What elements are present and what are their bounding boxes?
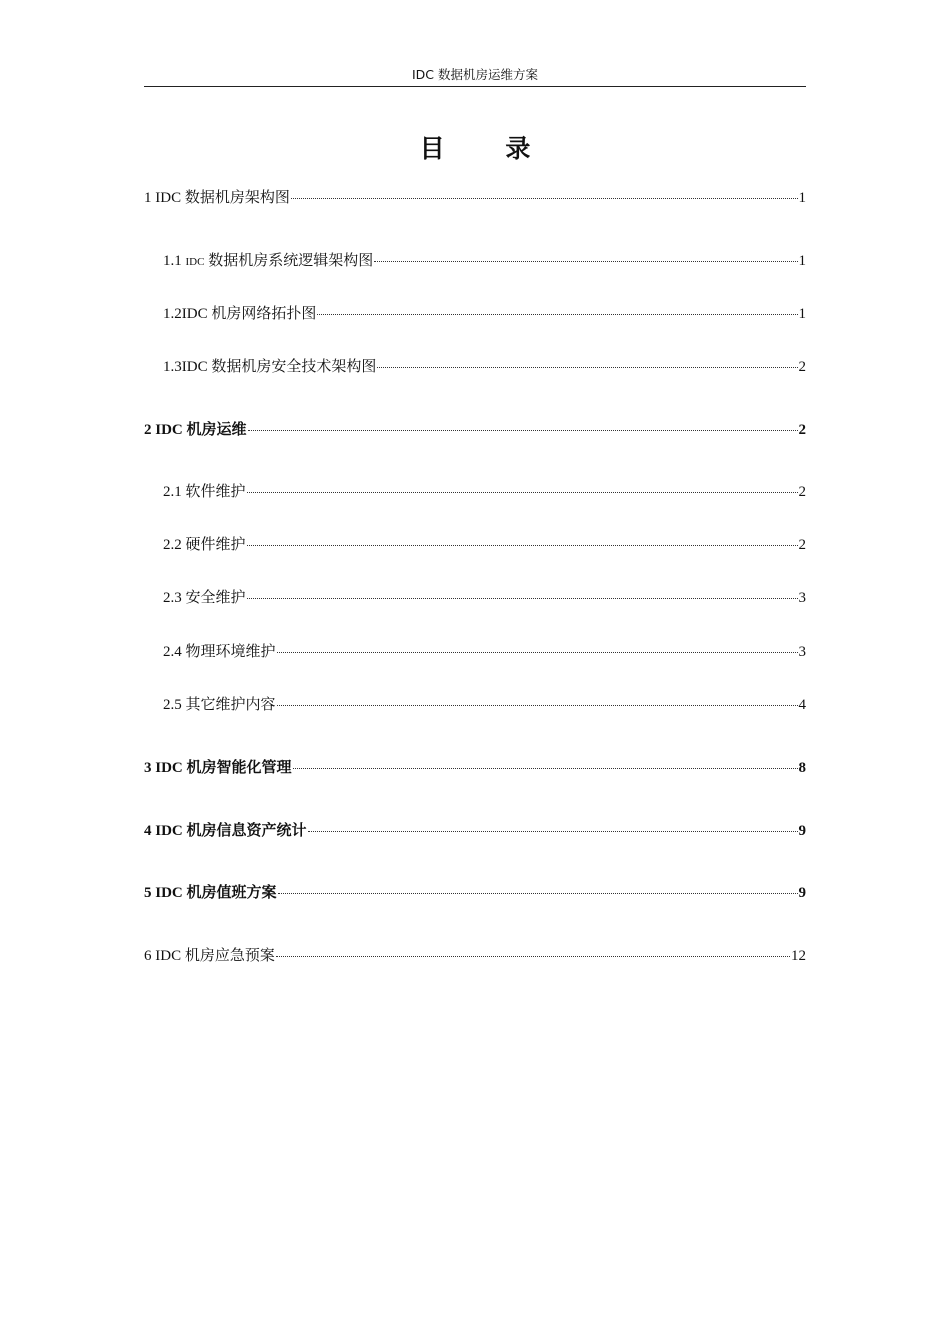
toc-page-number: 9: [798, 885, 806, 901]
toc-entry-4[interactable]: [144, 821, 806, 841]
header-text: IDC 数据机房运维方案: [411, 67, 538, 82]
toc-entry-label: 1 IDC 数据机房架构图: [144, 190, 290, 206]
toc-entry-label: 6 IDC 机房应急预案: [144, 948, 275, 964]
toc-entry-label: 2.1 软件维护: [163, 484, 246, 500]
toc-entry-label: 5 IDC 机房值班方案: [144, 885, 277, 901]
toc-entry-label: 2.3 安全维护: [163, 590, 246, 606]
toc-entry-2-4[interactable]: [163, 642, 806, 662]
toc-leader-dots: [308, 831, 798, 832]
toc-page-number: 8: [798, 760, 806, 776]
toc-leader-dots: [293, 768, 798, 769]
toc-page-number: 2: [798, 359, 806, 375]
toc-entry-label: 2.5 其它维护内容: [163, 697, 276, 713]
toc-leader-dots: [291, 198, 798, 199]
toc-leader-dots: [247, 492, 798, 493]
toc-entry-label: 2.4 物理环境维护: [163, 644, 276, 660]
toc-page-number: 1: [798, 306, 806, 322]
toc-entry-2[interactable]: [144, 420, 806, 440]
toc-page-number: 1: [798, 190, 806, 206]
toc-page-number: 2: [798, 422, 806, 438]
toc-leader-dots: [374, 261, 797, 262]
toc-entry-label: 1.1 IDC 数据机房系统逻辑架构图: [163, 253, 374, 269]
toc-leader-dots: [317, 314, 797, 315]
toc-leader-dots: [377, 367, 797, 368]
toc-leader-dots: [276, 956, 790, 957]
toc-leader-dots: [277, 705, 798, 706]
toc-entry-6[interactable]: [144, 946, 806, 966]
toc-page-number: 2: [798, 484, 806, 500]
toc-leader-dots: [278, 893, 798, 894]
toc-page-number: 4: [798, 697, 806, 713]
toc-page-number: 12: [791, 948, 806, 964]
toc-entry-2-3[interactable]: [163, 588, 806, 608]
toc-entry-label: 3 IDC 机房智能化管理: [144, 760, 292, 776]
toc-title: 目 录: [419, 134, 557, 163]
toc-leader-dots: [247, 545, 798, 546]
toc-entry-label: 2.2 硬件维护: [163, 537, 246, 553]
toc-entry-label: 1.2IDC 机房网络拓扑图: [163, 306, 317, 322]
toc-page-number: 1: [798, 253, 806, 269]
toc-leader-dots: [248, 430, 798, 431]
toc-page-number: 9: [798, 823, 806, 839]
toc-entry-2-2[interactable]: [163, 535, 806, 555]
toc-entry-2-5[interactable]: [163, 695, 806, 715]
toc-leader-dots: [247, 598, 798, 599]
toc-leader-dots: [277, 652, 798, 653]
toc-entry-5[interactable]: [144, 883, 806, 903]
toc-entry-3[interactable]: [144, 758, 806, 778]
toc-page-number: 2: [798, 537, 806, 553]
toc-page-number: 3: [798, 590, 806, 606]
toc-entry-1-2[interactable]: [163, 304, 806, 324]
toc-entry-1[interactable]: [144, 188, 806, 208]
toc-entry-1-1[interactable]: [163, 251, 806, 272]
toc-entry-1-3[interactable]: [163, 357, 806, 377]
toc-entry-label: 1.3IDC 数据机房安全技术架构图: [163, 359, 377, 375]
toc-entry-label: 4 IDC 机房信息资产统计: [144, 823, 307, 839]
toc-page-number: 3: [798, 644, 806, 660]
toc-entry-label: 2 IDC 机房运维: [144, 422, 247, 438]
toc-entry-2-1[interactable]: [163, 482, 806, 502]
